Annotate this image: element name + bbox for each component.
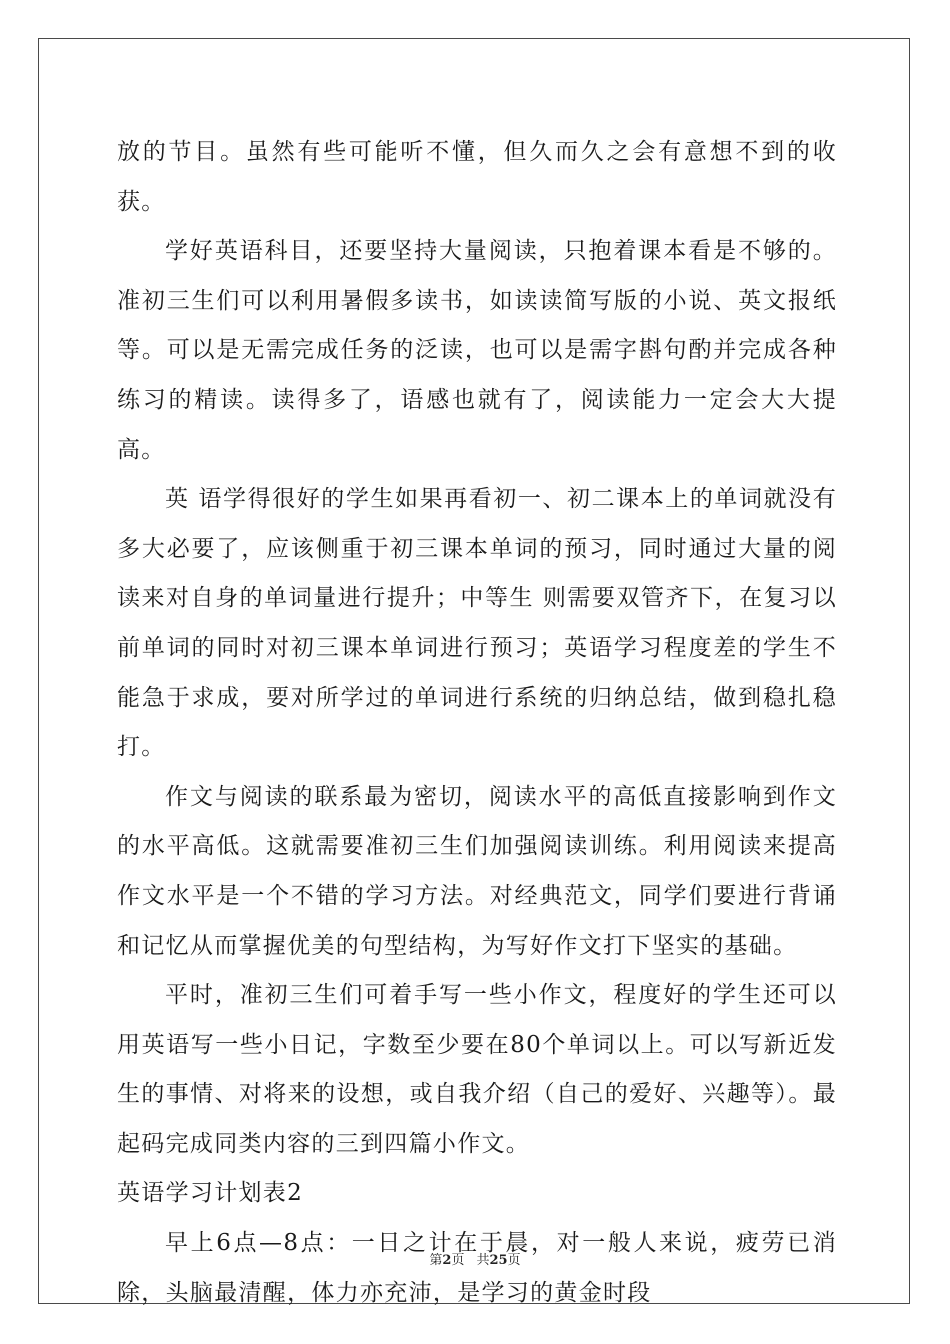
paragraph-1: 放的节目。虽然有些可能听不懂，但久而久之会有意想不到的收获。	[117, 139, 837, 215]
total-suffix: 页	[507, 1253, 521, 1268]
page-suffix: 页	[451, 1253, 465, 1268]
paragraph-2: 学好英语科目，还要坚持大量阅读，只抱着课本看是不够的。准初三生们可以利用暑假多读书，如读读简写版的小说、英文报纸等。可以是无需完成任务的泛读，也可以是需字斟句酌并完成各种练习的精读。读得多了，语感也就有了，阅读能力一定会大大提高。	[117, 238, 837, 463]
page-prefix: 第	[429, 1253, 443, 1268]
total-pages: 25	[489, 1253, 508, 1268]
page-footer	[0, 1249, 950, 1268]
paragraph-4: 作文与阅读的联系最为密切，阅读水平的高低直接影响到作文的水平高低。这就需要准初三生们加强阅读训练。利用阅读来提高作文水平是一个不错的学习方法。对经典范文，同学们要进行背诵和记忆从而掌握优美的句型结构，为写好作文打下坚实的基础。	[117, 783, 837, 959]
paragraph-5: 平时，准初三生们可着手写一些小作文，程度好的学生还可以用英语写一些小日记，字数至少要在80个单词以上。可以写新近发生的事情、对将来的设想，或自我介绍（自己的爱好、兴趣等）。最起码完成同类内容的三到四篇小作文。	[117, 982, 837, 1157]
total-prefix: 共	[476, 1253, 490, 1268]
page-number: 2	[442, 1253, 452, 1268]
document-body	[117, 128, 837, 1318]
section-heading: 英语学习计划表2	[117, 1180, 304, 1207]
paragraph-3: 英 语学得很好的学生如果再看初一、初二课本上的单词就没有多大必要了，应该侧重于初三课本单词的预习，同时通过大量的阅读来对自身的单词量进行提升；中等生 则需要双管齐下，在复习以前单词的同时对初三课本单词进行预习；英语学习程度差的学生不能急于求成，要对所学过的单词进行系统的归纳总结，做到稳扎稳打。	[117, 486, 837, 761]
paragraph-6: 早上6点—8点：一日之计在于晨，对一般人来说，疲劳已消除，头脑最清醒，体力亦充沛，是学习的黄金时段	[117, 1230, 837, 1306]
